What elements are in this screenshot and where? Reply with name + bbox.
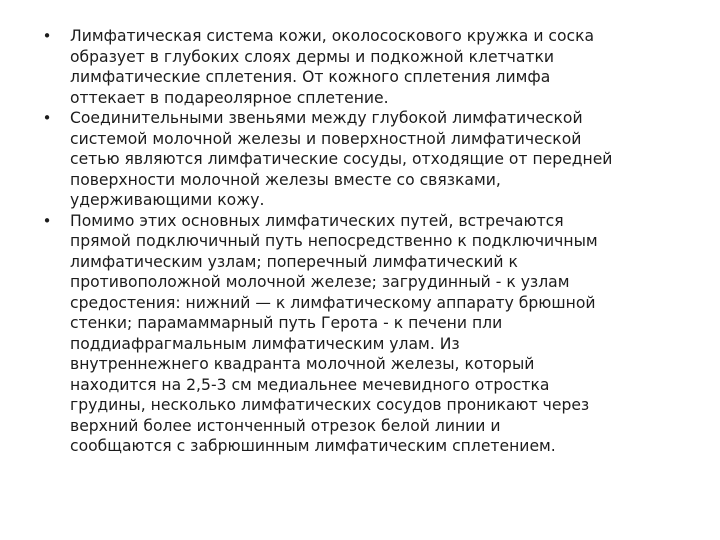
bullet-item — [40, 26, 680, 108]
text-line: поддиафрагмальным лимфатическим улам. Из — [70, 334, 460, 353]
bullet-icon: • — [42, 109, 52, 127]
bullet-text — [70, 211, 680, 457]
text-line: лимфатическим узлам; поперечный лимфатический к — [70, 252, 518, 271]
text-line: Помимо этих основных лимфатических путей, встречаются — [70, 211, 564, 230]
text-line: стенки; парамаммарный путь Герота - к печени пли — [70, 314, 503, 332]
text-line: системой молочной железы и поверхностной лимфатической — [70, 129, 582, 148]
text-line: образует в глубоких слоях дермы и подкожной клетчатки — [70, 47, 555, 66]
text-line: средостения: нижний — к лимфатическому аппарату брюшной — [70, 293, 596, 312]
text-line: сетью являются лимфатические сосуды, отходящие от передней — [70, 150, 613, 168]
text-line: лимфатические сплетения. От кожного сплетения лимфа — [70, 68, 551, 86]
bullet-item — [40, 211, 680, 457]
text-line: сообщаются с забрюшинным лимфатическим сплетением. — [70, 437, 556, 455]
text-line: прямой подключичный путь непосредственно к подключичным — [70, 232, 598, 250]
bullet-list — [40, 26, 680, 457]
bullet-icon: • — [42, 211, 52, 230]
text-line: верхний более истонченный отрезок белой линии и — [70, 416, 501, 435]
text-line: внутреннежнего квадранта молочной железы, который — [70, 355, 535, 373]
text-line: Соединительными звеньями между глубокой лимфатической — [70, 109, 583, 127]
bullet-text — [70, 26, 680, 108]
text-line: оттекает в подареолярное сплетение. — [70, 88, 389, 107]
text-line: Лимфатическая система кожи, околососкового кружка и соска — [70, 27, 595, 45]
text-line: находится на 2,5-3 см медиальнее мечевидного отростка — [70, 375, 550, 394]
bullet-icon: • — [42, 27, 52, 45]
text-line: грудины, несколько лимфатических сосудов проникают через — [70, 396, 590, 414]
text-line: поверхности молочной железы вместе со связками, — [70, 170, 501, 189]
text-line: удерживающими кожу. — [70, 191, 265, 209]
text-line: противоположной молочной железе; загрудинный - к узлам — [70, 273, 570, 291]
bullet-text — [70, 108, 680, 211]
bullet-item — [40, 108, 680, 211]
